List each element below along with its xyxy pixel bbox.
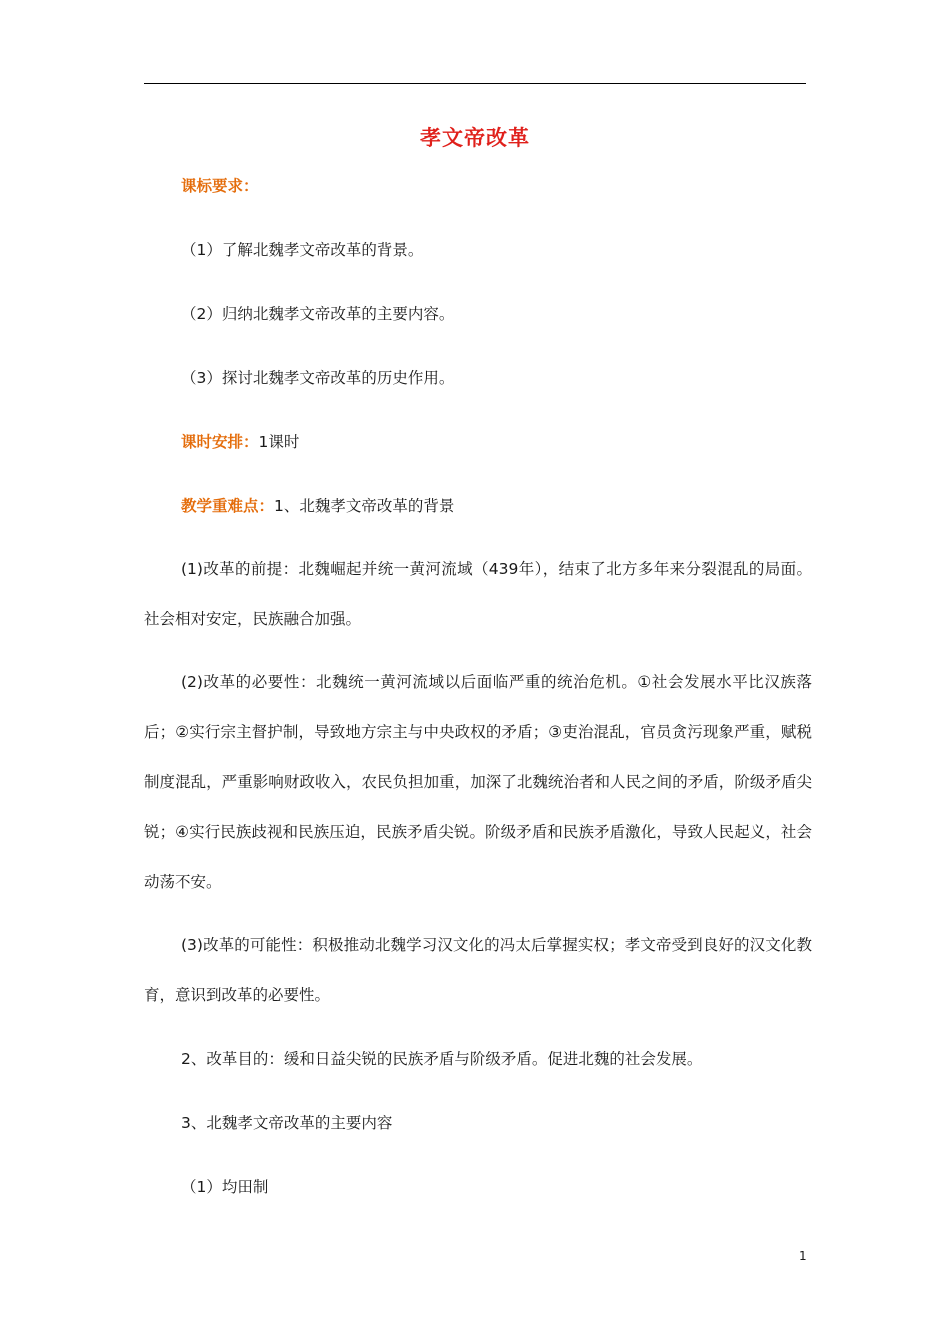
keypoints-line xyxy=(181,495,454,517)
keypoints-label: 教学重难点： xyxy=(181,497,275,515)
background-paragraph-premise: (1)改革的前提：北魏崛起并统一黄河流域（439年），结束了北方多年来分裂混乱的局面。社会相对安定，民族融合加强。 xyxy=(144,560,812,628)
standard-item: （1）了解北魏孝文帝改革的背景。 xyxy=(181,241,424,259)
document-title: 孝文帝改革 xyxy=(420,126,530,150)
standards-label: 课标要求： xyxy=(181,177,259,195)
reform-purpose: 2、改革目的：缓和日益尖锐的民族矛盾与阶级矛盾。促进北魏的社会发展。 xyxy=(181,1050,703,1068)
schedule-label: 课时安排： xyxy=(181,433,259,451)
keypoints-value: 1、北魏孝文帝改革的背景 xyxy=(274,497,455,515)
page-number: 1 xyxy=(799,1249,807,1263)
schedule-line xyxy=(181,431,299,453)
background-paragraph-necessity: (2)改革的必要性：北魏统一黄河流域以后面临严重的统治危机。①社会发展水平比汉族落后；②实行宗主督护制，导致地方宗主与中央政权的矛盾；③吏治混乱，官员贪污现象严重，赋税制度混乱，严重影响财政收入，农民负担加重，加深了北魏统治者和人民之间的矛盾，阶级矛盾尖锐；④实行民族歧视和民族压迫，民族矛盾尖锐。阶级矛盾和民族矛盾激化，导致人民起义，社会动荡不安。 xyxy=(144,673,812,891)
standard-item: （2）归纳北魏孝文帝改革的主要内容。 xyxy=(181,305,455,323)
schedule-value: 1课时 xyxy=(258,433,300,451)
subsection-equal-field: （1）均田制 xyxy=(181,1178,269,1196)
standard-item: （3）探讨北魏孝文帝改革的历史作用。 xyxy=(181,369,455,387)
header-rule xyxy=(144,83,806,84)
section-heading-content: 3、北魏孝文帝改革的主要内容 xyxy=(181,1114,393,1132)
background-paragraph-possibility: (3)改革的可能性：积极推动北魏学习汉文化的冯太后掌握实权；孝文帝受到良好的汉文化教育，意识到改革的必要性。 xyxy=(144,936,812,1004)
